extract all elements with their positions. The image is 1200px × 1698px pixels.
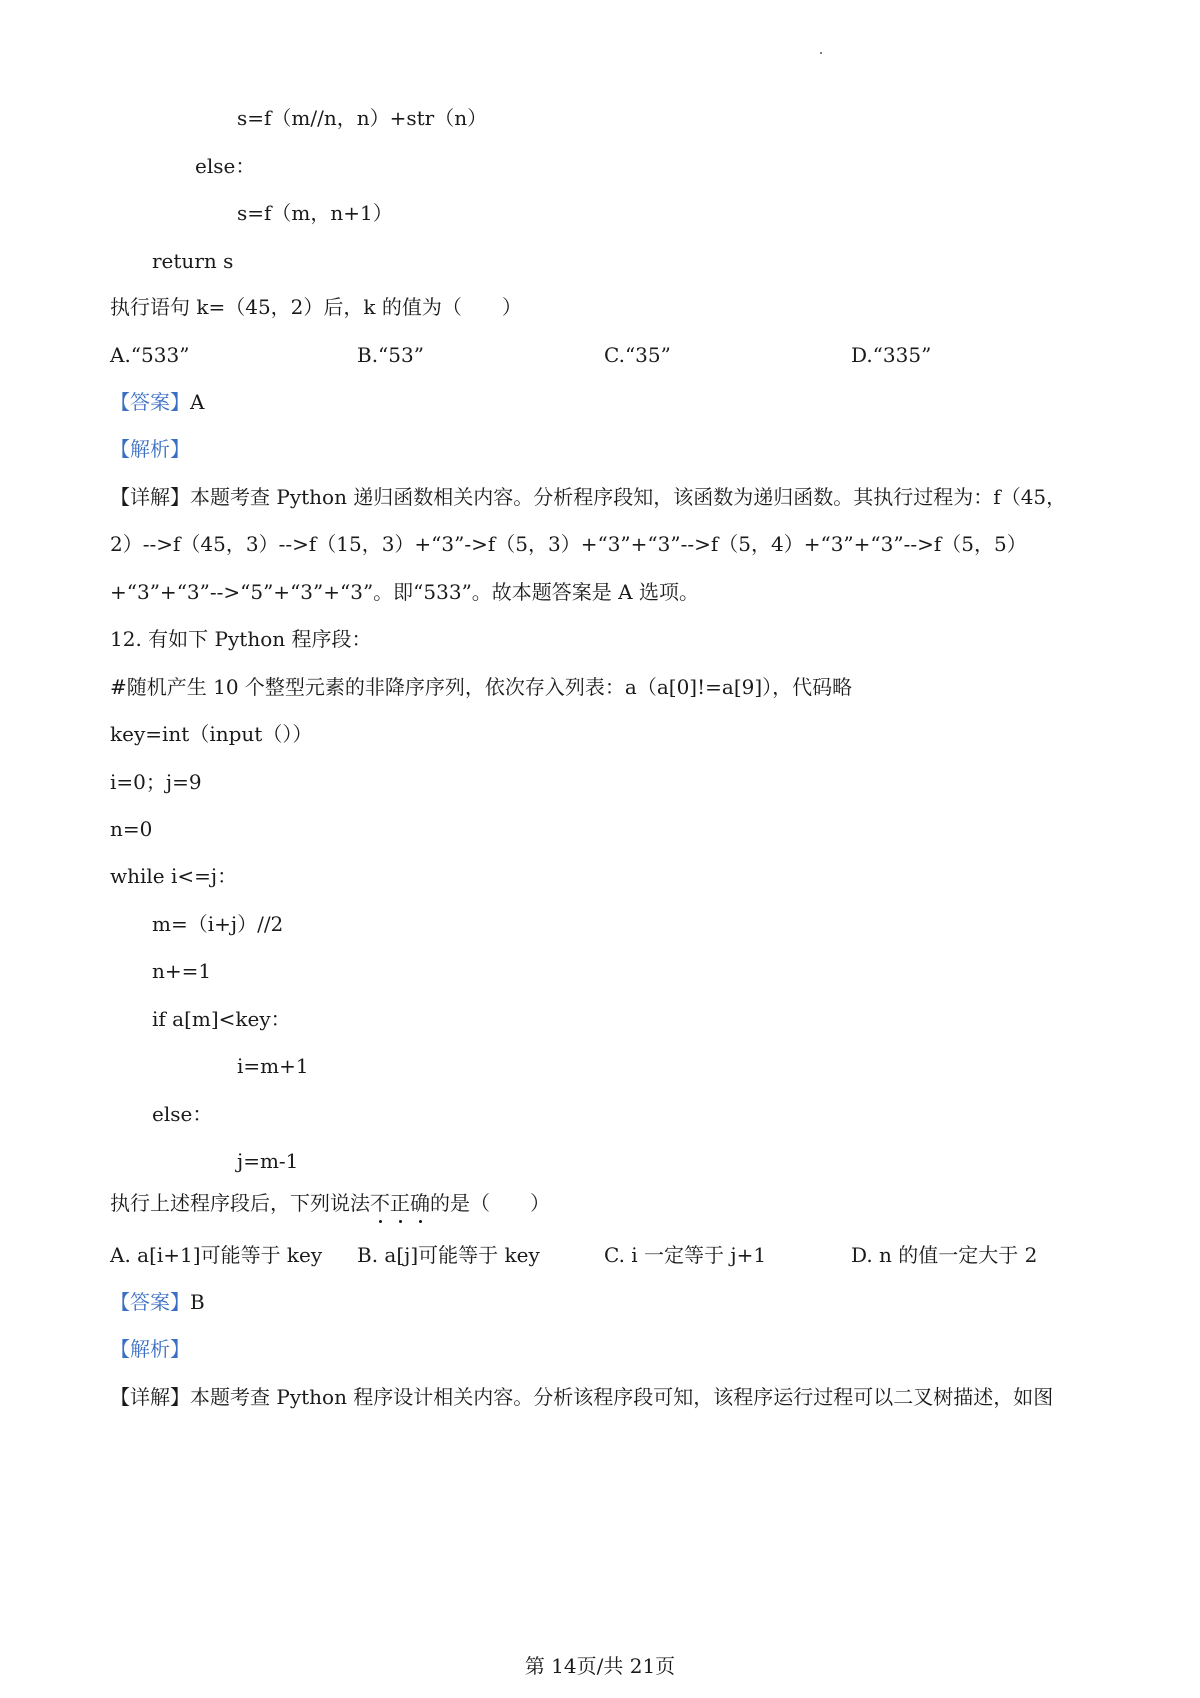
option-d: D.“335”: [851, 343, 932, 367]
page-number: 第 14页/共 21页: [524, 1654, 676, 1678]
question-pre: 执行上述程序段后，下列说法: [110, 1191, 370, 1215]
option-c: C. i 一定等于 j+1: [604, 1243, 767, 1267]
question-post: 的是（ ）: [430, 1191, 550, 1215]
option-b: B.“53”: [357, 343, 424, 367]
detail-text: 2）-->f（45，3）-->f（15，3）+“3”->f（5，3）+“3”+“3”-->f（5，4）+“3”+“3”-->f（5，5）: [110, 532, 1027, 556]
emphasis-char: 不: [370, 1191, 390, 1215]
emphasis-char: 正: [390, 1191, 410, 1215]
code-line: i=0；j=9: [110, 770, 202, 794]
answer-line: [110, 1290, 205, 1314]
code-line: n+=1: [152, 959, 212, 983]
code-line: s=f（m//n，n）+str（n）: [237, 106, 488, 130]
emphasis-char: 确: [410, 1191, 430, 1215]
answer-tag: 【答案】: [110, 390, 190, 414]
answer-tag: 【答案】: [110, 1290, 190, 1314]
option-d: D. n 的值一定大于 2: [851, 1243, 1038, 1267]
code-line: #随机产生 10 个整型元素的非降序序列，依次存入列表：a（a[0]!=a[9]），代码略: [110, 675, 853, 699]
code-line: if a[m]<key：: [152, 1007, 291, 1031]
question-title: 12. 有如下 Python 程序段：: [110, 627, 372, 651]
answer-value: A: [190, 390, 205, 414]
option-b: B. a[j]可能等于 key: [357, 1243, 540, 1267]
option-a: A.“533”: [110, 343, 190, 367]
analysis-tag: 【解析】: [110, 1337, 190, 1361]
code-line: n=0: [110, 817, 153, 841]
code-line: else：: [195, 154, 256, 178]
code-line: i=m+1: [237, 1054, 309, 1078]
code-line: j=m-1: [237, 1149, 299, 1173]
answer-line: [110, 390, 204, 414]
detail-text: 【详解】本题考查 Python 程序设计相关内容。分析该程序段可知，该程序运行过程可以二叉树描述，如图: [110, 1385, 1054, 1409]
option-a: A. a[i+1]可能等于 key: [110, 1243, 323, 1267]
code-line: m=（i+j）//2: [152, 912, 284, 936]
question-text: 执行语句 k=（45，2）后，k 的值为（ ）: [110, 295, 522, 319]
scan-dot-mark: [820, 52, 822, 54]
code-line: while i<=j：: [110, 864, 238, 888]
code-line: key=int（input（））: [110, 722, 313, 746]
option-c: C.“35”: [604, 343, 671, 367]
code-line: return s: [152, 249, 234, 273]
analysis-tag: 【解析】: [110, 437, 190, 461]
question-text: [110, 1191, 550, 1215]
detail-text: 【详解】本题考查 Python 递归函数相关内容。分析程序段知，该函数为递归函数。其执行过程为：f（45，: [110, 485, 1067, 509]
code-line: else：: [152, 1102, 213, 1126]
detail-text: +“3”+“3”-->“5”+“3”+“3”。即“533”。故本题答案是 A 选项。: [110, 580, 699, 604]
code-line: s=f（m，n+1）: [237, 201, 393, 225]
answer-value: B: [190, 1290, 205, 1314]
